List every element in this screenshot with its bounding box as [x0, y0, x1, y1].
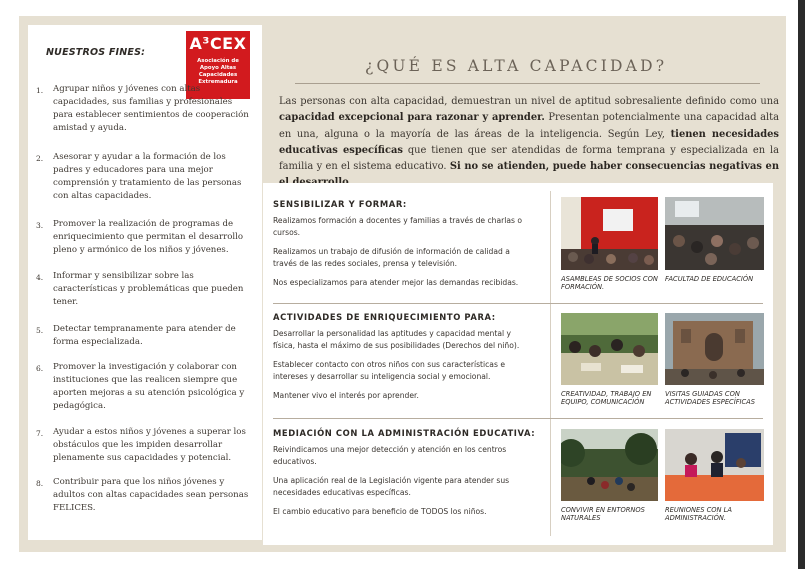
list-item: 5. Detectar tempranamente para atender de forma especializada.: [36, 324, 236, 347]
photo-facultad: [665, 197, 764, 270]
logo-subtitle: Asociación de Apoyo Altas Capacidades Extremadura: [197, 58, 239, 85]
logo-name: A³CEX: [189, 34, 247, 53]
list-item: 2. Asesorar y ayudar a la formación de los padres y educadores para una mejor comprensión y tratamiento de las personas con altas capacidades.: [36, 152, 242, 201]
section-divider: [273, 418, 763, 419]
window-edge: [798, 0, 805, 569]
photo-creatividad: [561, 313, 658, 385]
list-item: 3. Promover la realización de programas de enriquecimiento que permitan el desarrollo pleno y armónico de los niños y jóvenes.: [36, 219, 244, 255]
section-title: SENSIBILIZAR Y FORMAR:: [273, 199, 407, 209]
section-divider: [273, 303, 763, 304]
list-item: 8. Contribuir para que los niños jóvenes y adultos con altas capacidades sean personas FELICES.: [36, 477, 249, 513]
section-sensibilizar: [273, 199, 535, 289]
column-divider: [550, 191, 551, 536]
caption-entornos: CONVIVIR EN ENTORNOS NATURALES: [561, 506, 645, 522]
photo-asambleas: [561, 197, 658, 270]
nuestros-fines-panel: [28, 25, 262, 540]
intro-bold-2: tienen necesidades educativas específicas: [279, 128, 779, 156]
caption-visitas: VISITAS GUIADAS CON ACTIVIDADES ESPECÍFICAS: [665, 390, 755, 406]
caption-creatividad: CREATIVIDAD, TRABAJO EN EQUIPO, COMUNICACIÓN: [561, 390, 652, 406]
fines-list: [36, 83, 254, 515]
section-mediacion: [273, 428, 535, 518]
list-item: 1. Agrupar niños y jóvenes con altas capacidades, sus familias y profesionales para establecer sentimientos de cooperación amistad y ayuda.: [36, 84, 249, 133]
activities-box: [263, 183, 773, 545]
section-actividades: [273, 312, 535, 402]
section-title: MEDIACIÓN CON LA ADMINISTRACIÓN EDUCATIVA:: [273, 428, 536, 438]
list-item: 6. Promover la investigación y colaborar con instituciones que las realicen siempre que aporten mejoras a su atención psicológica y pedagógica.: [36, 362, 245, 411]
fines-heading: NUESTROS FINES:: [46, 47, 146, 58]
intro-bold-3: Si no se atienden, puede haber consecuencias negativas en: [449, 161, 779, 173]
caption-reuniones: REUNIONES CON LA ADMINISTRACIÓN.: [665, 506, 732, 522]
page-title: ¿QUÉ ES ALTA CAPACIDAD?: [365, 57, 668, 75]
caption-asambleas: ASAMBLEAS DE SOCIOS CON FORMACIÓN.: [561, 275, 658, 291]
section-body: Realizamos formación a docentes y familias a través de charlas o cursos. Realizamos un trabajo de difusión de información de calidad a través de las redes sociales, prensa y televisión. Nos especializamos para atender mejor las demandas recibidas.: [273, 216, 523, 287]
photo-visitas: [665, 313, 764, 385]
section-title: ACTIVIDADES DE ENRIQUECIMIENTO PARA:: [273, 312, 496, 322]
caption-facultad: FACULTAD DE EDUCACIÓN: [665, 275, 754, 283]
intro-bold-1: capacidad excepcional para razonar y aprender.: [279, 112, 545, 124]
section-body: Reivindicamos una mejor detección y atención en los centros educativos. Una aplicación real de la Legislación vigente para atender sus necesidades educativas específicas. El cambio educativo para beneficio de TODOS los niños.: [273, 445, 510, 516]
list-item: 7. Ayudar a estos niños y jóvenes a superar los obstáculos que les impiden desarrollar plenamente sus capacidades y potencial.: [36, 427, 246, 463]
list-item: 4. Informar y sensibilizar sobre las características y problemáticas que pueden tener.: [36, 271, 244, 307]
photo-reuniones: [665, 429, 764, 501]
section-body: Desarrollar la personalidad las aptitudes y capacidad mental y física, hasta el máximo de sus posibilidades (Derechos del niño). Establecer contacto con otros niños con sus características e intereses y desarrollar su inteligencia social y emocional. Mantener vivo el interés por aprender.: [273, 329, 520, 400]
photo-entornos: [561, 429, 658, 501]
intro-paragraph: Las personas con alta capacidad, demuestran un nivel de aptitud sobresaliente definido como una capacidad excepcional para razonar y aprender. Presentan potencialmente una capacidad alta en una, alguna o la mayoría de las áreas de la inteligencia. Según Ley, tienen necesidades educativas específicas que tienen que ser atendidas de forma temprana y especializada en la familia y en el sistema educativo. Si no se atienden, puede haber consecuencias negativas en: [279, 94, 779, 192]
title-divider: [295, 83, 760, 84]
